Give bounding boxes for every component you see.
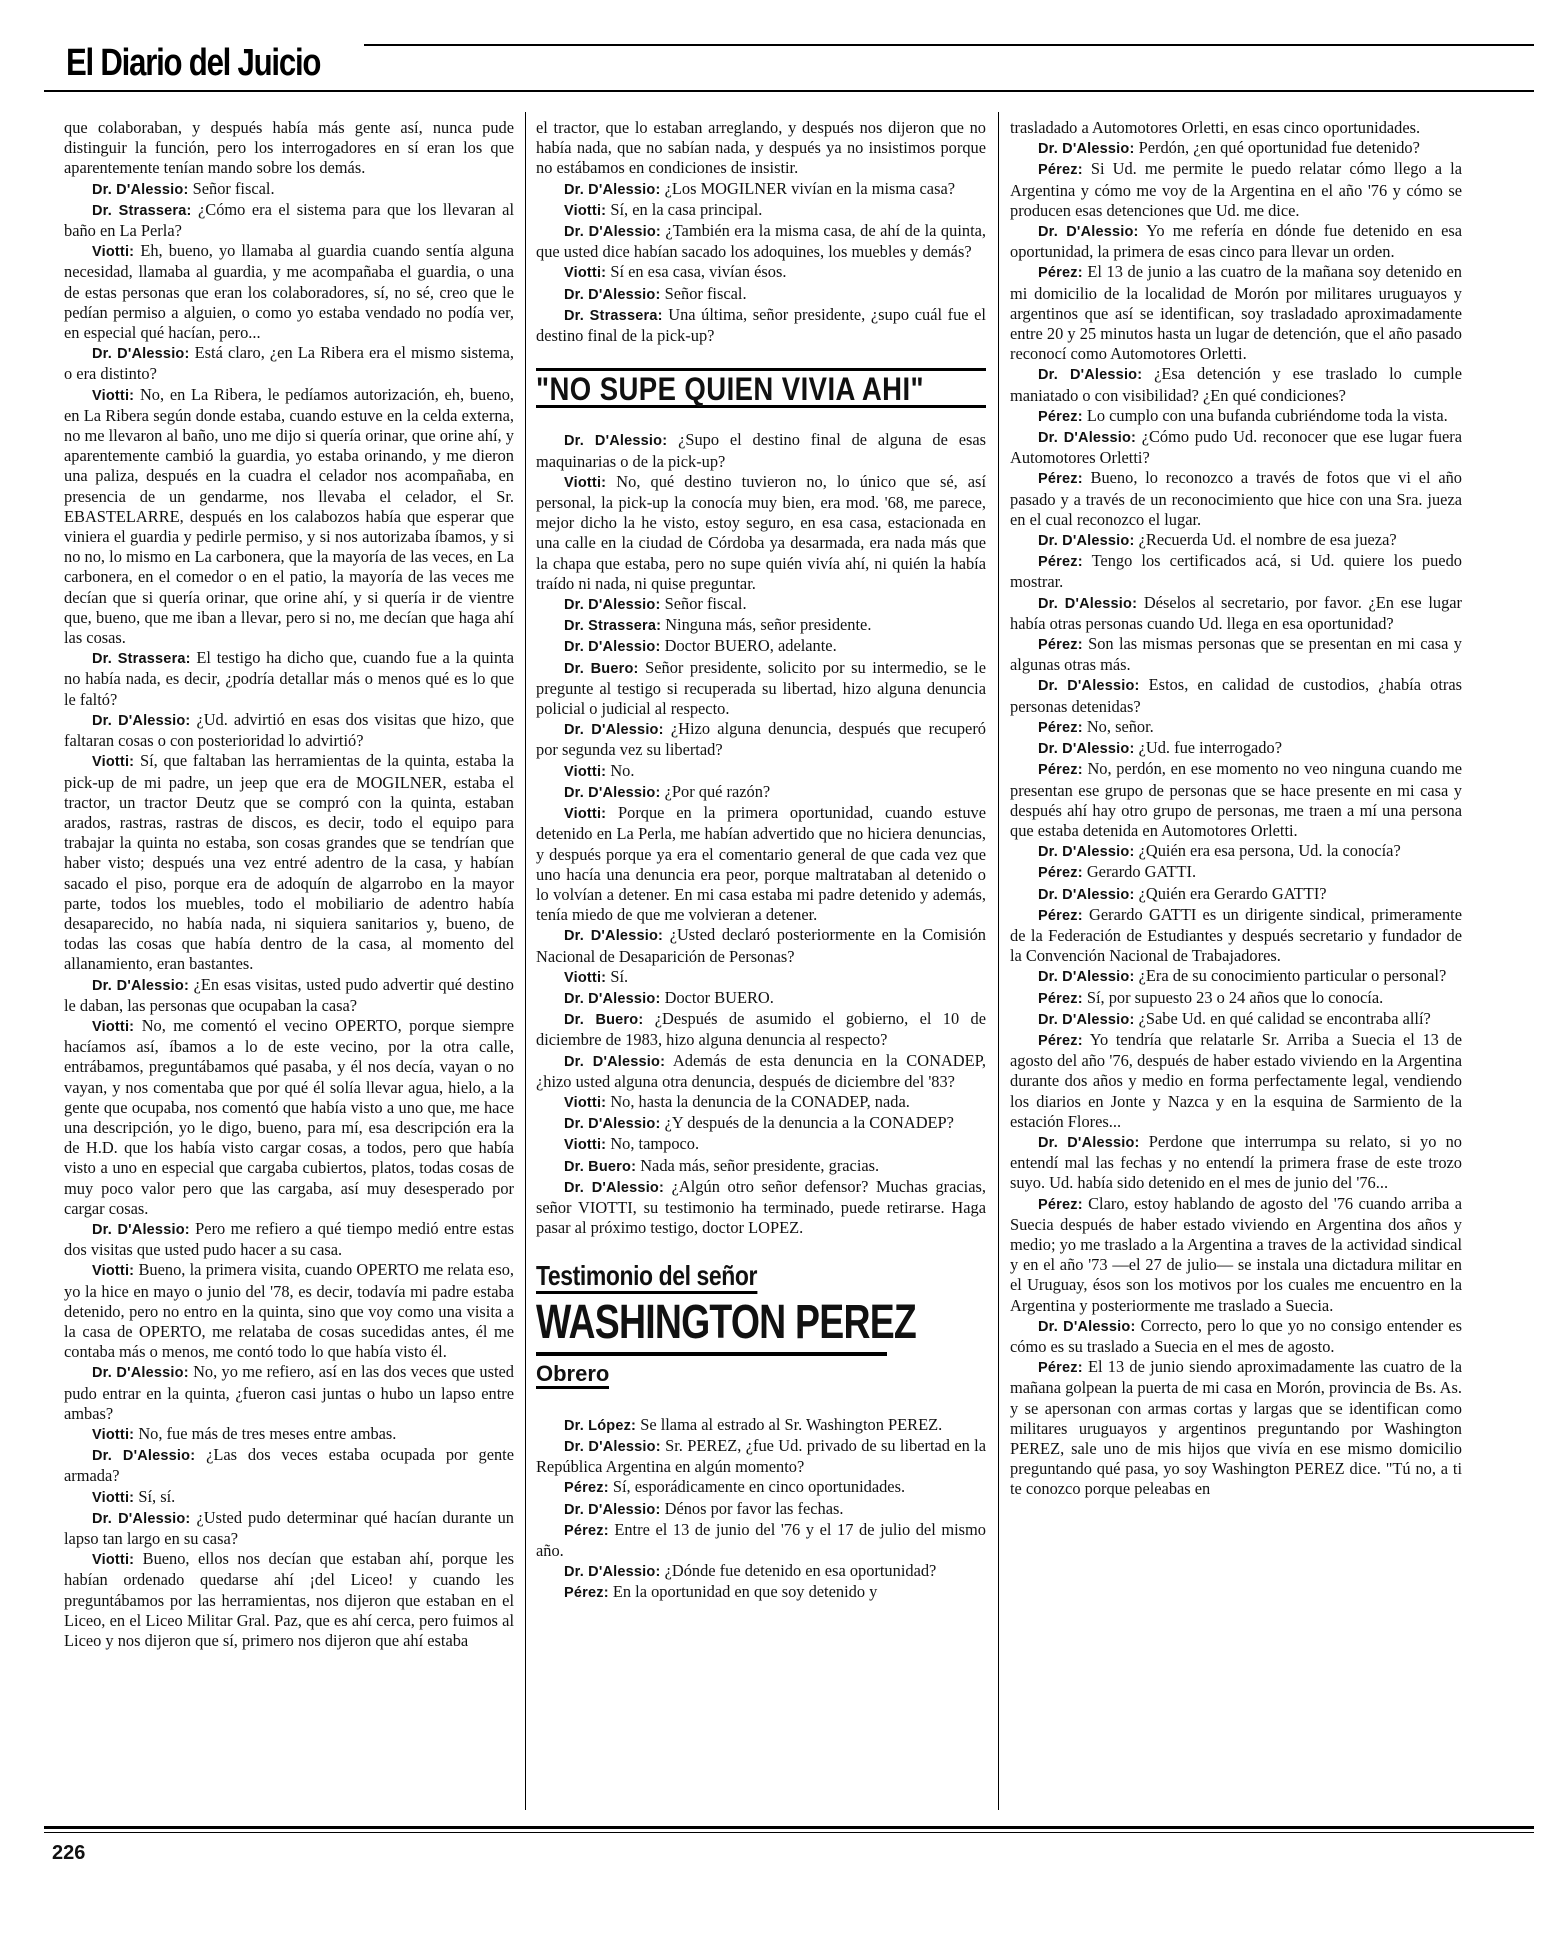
paragraph-text: Señor fiscal. xyxy=(664,594,747,614)
speaker-label: Dr. D'Alessio: xyxy=(1038,844,1135,861)
paragraph-text: ¿En esas visitas, usted pudo advertir qué destino le daban, las personas que ocupaban la casa? xyxy=(64,974,514,1015)
paragraph-text: Porque en la primera oportunidad, cuando estuve detenido en La Perla, me habían advertido que no hiciera denuncias, y después porque ya era el comentario general de que cada vez que uno hacía una denuncia era peor, porque maltrataban al detenido o lo volvían a detener. En mi casa estaba mi padre detenido y además, tenía miedo de que me volvieran a detener. xyxy=(536,803,986,925)
transcript-paragraph xyxy=(64,1362,514,1424)
transcript-paragraph xyxy=(536,636,986,657)
transcript-paragraph xyxy=(536,118,986,179)
transcript-paragraph xyxy=(64,343,514,384)
transcript-paragraph xyxy=(536,1436,986,1477)
transcript-paragraph xyxy=(64,1260,514,1362)
speaker-label: Pérez: xyxy=(1038,1032,1083,1049)
speaker-label: Dr. D'Alessio: xyxy=(564,224,661,241)
speaker-label: Dr. D'Alessio: xyxy=(564,1564,661,1581)
column-3 xyxy=(1010,118,1462,1500)
transcript-paragraph xyxy=(1010,1194,1462,1316)
paragraph-text: el tractor, que lo estaban arreglando, y después nos dijeron que no había nada, que no sabían nada, y después ya no insistimos porque no estábamos en condiciones de insistir. xyxy=(536,118,986,178)
speaker-label: Viotti: xyxy=(92,1263,135,1280)
paragraph-text: ¿Usted declaró posteriormente en la Comisión Nacional de Desaparición de Personas? xyxy=(536,925,986,966)
masthead-top-rule xyxy=(364,44,1534,46)
speaker-label: Dr. D'Alessio: xyxy=(1038,886,1135,903)
transcript-paragraph xyxy=(536,803,986,925)
column-1 xyxy=(64,118,514,1651)
speaker-label: Dr. D'Alessio: xyxy=(1038,367,1143,384)
paragraph-text: Sí, sí. xyxy=(138,1486,176,1506)
transcript-paragraph xyxy=(536,1156,986,1177)
paragraph-text: Sí, que faltaban las herramientas de la quinta, estaba la pick-up de mi padre, un jeep que era de MOGILNER, estaba el tractor, un tractor Deutz que se compró con la quinta, estaban arados, rastras, rastras de discos, es decir, todo el equipo para trabajar la quinta no estaba, son cosas grandes que se tendrían que haber visto; después una vez entré adentro de la casa, y habían sacado el piso, porque era de adoquín de algarrobo en la mayor parte, todos los muebles, todo el mobiliario de adentro había desaparecido, no había nada, ni siquiera sanitarios y, bueno, de todas las cosas que había dentro de la casa, al momento del allanamiento, eran bastantes. xyxy=(64,751,514,974)
paragraph-text: Ninguna más, señor presidente. xyxy=(665,615,872,635)
speaker-label: Pérez: xyxy=(1038,762,1083,779)
transcript-paragraph xyxy=(1010,988,1462,1009)
transcript-paragraph xyxy=(64,1016,514,1219)
speaker-label: Dr. D'Alessio: xyxy=(564,1179,665,1196)
speaker-label: Pérez: xyxy=(1038,1360,1083,1377)
transcript-paragraph xyxy=(536,1092,986,1113)
paragraph-text: Yo me refería en dónde fue detenido en esa oportunidad, la primera de esas cinco para llevar un orden. xyxy=(1010,221,1462,262)
speaker-label: Dr. D'Alessio: xyxy=(92,712,191,729)
witness-occupation: Obrero xyxy=(536,1364,609,1389)
paragraph-text: Entre el 13 de junio del '76 y el 17 de julio del mismo año. xyxy=(536,1519,986,1560)
section-headline-box xyxy=(536,368,986,408)
transcript-paragraph xyxy=(64,179,514,200)
paragraph-text: ¿Algún otro señor defensor? Muchas gracias, señor VIOTTI, su testimonio ha terminado, puede retirarse. Haga pasar al próximo testigo, doctor LOPEZ. xyxy=(536,1176,986,1238)
masthead xyxy=(44,34,1534,94)
paragraph-text: Déselos al secretario, por favor. ¿En ese lugar había otras personas cuando Ud. llega en esa oportunidad? xyxy=(1010,592,1462,633)
transcript-paragraph xyxy=(64,975,514,1016)
paragraph-text: Si Ud. me permite le puedo relatar cómo llego a la Argentina y cómo me voy de la Argentina en el año '76 y cómo se producen esas detenciones que Ud. me dice. xyxy=(1010,159,1462,220)
transcript-paragraph xyxy=(536,761,986,782)
paragraph-text: Dénos por favor las fechas. xyxy=(664,1498,844,1518)
paragraph-text: Se llama al estrado al Sr. Washington PEREZ. xyxy=(640,1414,943,1434)
transcript-paragraph xyxy=(1010,118,1462,138)
transcript-paragraph xyxy=(1010,675,1462,716)
speaker-label: Dr. D'Alessio: xyxy=(92,1510,191,1527)
paragraph-text: Una última, señor presidente, ¿supo cuál fue el destino final de la pick-up? xyxy=(536,304,986,346)
transcript-paragraph xyxy=(536,262,986,283)
transcript-paragraph xyxy=(1010,884,1462,905)
paragraph-text: Sí, en la casa principal. xyxy=(610,199,763,219)
paragraph-text: Perdone que interrumpa su relato, si yo no entendí mal las fechas y no entendí la primera frase de este trozo suyo. Ud. había sido detenido en el mes de junio del '76... xyxy=(1010,1131,1462,1193)
speaker-label: Pérez: xyxy=(1038,162,1083,179)
paragraph-text: ¿Después de asumido el gobierno, el 10 de diciembre de 1983, hizo alguna denuncia al respecto? xyxy=(536,1009,987,1050)
transcript-paragraph xyxy=(1010,427,1462,468)
speaker-label: Viotti: xyxy=(564,202,607,219)
speaker-label: Pérez: xyxy=(564,1585,609,1602)
speaker-label: Dr. D'Alessio: xyxy=(92,181,189,198)
paragraph-text: Señor presidente, solicito por su intermedio, se le pregunte al testigo si recuperada su libertad, hizo alguna denuncia policial o judicial al respecto. xyxy=(536,657,986,719)
paragraph-text: ¿Cómo pudo Ud. reconocer que ese lugar fuera Automotores Orletti? xyxy=(1010,427,1462,468)
transcript-paragraph xyxy=(1010,1009,1462,1030)
transcript-paragraph xyxy=(1010,1316,1462,1357)
paragraph-text: El 13 de junio siendo aproximadamente las cuatro de la mañana golpean la puerta de mi casa en Morón, provincia de Bs. As. y se apersonan con armas cortas y largas que se identifican como militares uruguayos y argentinos preguntando por Washington PEREZ, sale uno de mis hijos que vivía en ese mismo domicilio preguntando qué pasa, yo soy Washington PEREZ dice. "Tú no, a ti te conozco porque peleabas en xyxy=(1010,1357,1462,1499)
column-2-bottom-text xyxy=(536,1415,986,1604)
speaker-label: Dr. Strassera: xyxy=(92,202,192,219)
speaker-label: Dr. D'Alessio: xyxy=(1038,969,1135,986)
paragraph-text: Sí en esa casa, vivían ésos. xyxy=(610,262,787,282)
speaker-label: Dr. D'Alessio: xyxy=(1038,1011,1135,1028)
speaker-label: Dr. D'Alessio: xyxy=(564,639,661,656)
transcript-paragraph xyxy=(536,1520,986,1561)
paragraph-text: Sí, por supuesto 23 o 24 años que lo conocía. xyxy=(1086,987,1384,1007)
speaker-label: Viotti: xyxy=(564,806,607,823)
transcript-paragraph xyxy=(536,221,986,262)
paragraph-text: No, me comentó el vecino OPERTO, porque siempre hacíamos así, íbamos a lo de este vecino, por la otra calle, entrábamos, preguntábamos qué pasaba, y él nos decía, vayan o no vayan, y nos comentaba que por qué él solía llevar agua, hielo, a la gente que ocupaba, nos comentó que había visto a uno que, me hace una descripción, yo le digo, bueno, para mí, esa descripción era la de H.D. que los había visto cargar cosas, a todos, pero que había visto a uno en especial que cargaba cubiertos, platos, todas cosas de muy poco valor pero que las cargaba, así muy desesperado por cargar cosas. xyxy=(64,1015,514,1218)
speaker-label: Viotti: xyxy=(92,1018,135,1035)
speaker-label: Pérez: xyxy=(564,1480,609,1497)
paragraph-text: Estos, en calidad de custodios, ¿había otras personas detenidas? xyxy=(1010,675,1462,716)
speaker-label: Pérez: xyxy=(1038,554,1083,571)
column-divider xyxy=(525,112,526,1810)
transcript-paragraph xyxy=(536,967,986,988)
transcript-paragraph xyxy=(536,472,986,594)
transcript-paragraph xyxy=(64,385,514,649)
paragraph-text: No. xyxy=(610,760,635,780)
speaker-label: Dr. López: xyxy=(564,1417,637,1434)
transcript-paragraph xyxy=(1010,862,1462,883)
speaker-label: Dr. D'Alessio: xyxy=(564,286,661,303)
paragraph-text: Sí. xyxy=(610,966,629,986)
transcript-paragraph xyxy=(536,1009,986,1050)
paragraph-text: que colaboraban, y después había más gente así, nunca pude distinguir la función, pero los interrogadores en sí eran los que aparentemente tenían mando sobre los demás. xyxy=(64,118,514,178)
transcript-paragraph xyxy=(536,782,986,803)
speaker-label: Pérez: xyxy=(1038,990,1083,1007)
footer-rule-thin xyxy=(44,1832,1534,1833)
transcript-paragraph xyxy=(1010,364,1462,405)
column-2-middle-text xyxy=(536,430,986,1238)
speaker-label: Dr. D'Alessio: xyxy=(1038,1318,1136,1335)
speaker-label: Dr. D'Alessio: xyxy=(564,1438,661,1455)
paragraph-text: ¿Ud. fue interrogado? xyxy=(1138,738,1282,758)
transcript-paragraph xyxy=(536,1499,986,1520)
transcript-paragraph xyxy=(536,1113,986,1134)
transcript-paragraph xyxy=(1010,593,1462,634)
transcript-paragraph xyxy=(536,200,986,221)
publication-title: El Diario del Juicio xyxy=(66,42,321,84)
transcript-paragraph xyxy=(1010,905,1462,967)
column-divider xyxy=(998,112,999,1810)
page-number: 226 xyxy=(52,1842,86,1864)
speaker-label: Dr. Strassera: xyxy=(564,307,663,324)
paragraph-text: Doctor BUERO. xyxy=(664,987,774,1007)
paragraph-text: Nada más, señor presidente, gracias. xyxy=(640,1155,880,1175)
speaker-label: Dr. D'Alessio: xyxy=(92,1365,189,1382)
speaker-label: Dr. D'Alessio: xyxy=(92,346,190,363)
speaker-label: Dr. D'Alessio: xyxy=(564,597,661,614)
speaker-label: Viotti: xyxy=(564,1137,607,1154)
paragraph-text: Señor fiscal. xyxy=(664,283,747,303)
speaker-label: Dr. D'Alessio: xyxy=(1038,595,1138,612)
transcript-paragraph xyxy=(1010,966,1462,987)
speaker-label: Viotti: xyxy=(92,244,135,261)
transcript-paragraph xyxy=(64,118,514,179)
speaker-label: Viotti: xyxy=(92,387,135,404)
transcript-paragraph xyxy=(1010,530,1462,551)
paragraph-text: ¿Hizo alguna denuncia, después que recuperó por segunda vez su libertad? xyxy=(536,719,986,760)
paragraph-text: Sr. PEREZ, ¿fue Ud. privado de su libertad en la República Argentina en algún momento? xyxy=(536,1435,986,1477)
paragraph-text: ¿Era de su conocimiento particular o personal? xyxy=(1138,966,1447,986)
transcript-paragraph xyxy=(536,1415,986,1436)
paragraph-text: ¿Supo el destino final de alguna de esas maquinarias o de la pick-up? xyxy=(536,430,987,471)
paragraph-text: No, hasta la denuncia de la CONADEP, nada. xyxy=(610,1091,910,1111)
speaker-label: Pérez: xyxy=(1038,265,1083,282)
transcript-paragraph xyxy=(64,1487,514,1508)
transcript-paragraph xyxy=(1010,468,1462,530)
paragraph-text: No, en La Ribera, le pedíamos autorización, eh, bueno, en La Ribera según donde estaba, cuando estuve en la celda externa, no me llevaron al baño, uno me dijo si quería orinar, que orine ahí, y aparentemente cambió la guardia, yo estaba orinando, y me dieron una paliza, después en la cuadra el celador nos acompañaba, en presencia de un gendarme, nos llevaba el celador, el Sr. EBASTELARRE, después en los calabozos había que esperar que viniera el guardia y pedirle permiso, y si nos autorizaba íbamos, y si no no, lo mismo en La carbonera, que la mayoría de las veces, en La carbonera, en el comedor o en el patio, la mayoría de las veces me decían que si quería orinar, que orine ahí, y si quería ir de vientre que, bueno, que me iban a llevar, pero si no, me decían que haga ahí las cosas. xyxy=(64,384,514,648)
speaker-label: Dr. D'Alessio: xyxy=(1038,741,1135,758)
speaker-label: Dr. D'Alessio: xyxy=(1038,678,1140,695)
speaker-label: Viotti: xyxy=(564,1094,607,1111)
transcript-paragraph xyxy=(536,305,986,346)
speaker-label: Pérez: xyxy=(1038,637,1083,654)
paragraph-text: ¿Dónde fue detenido en esa oportunidad? xyxy=(664,1561,937,1581)
paragraph-text: Tengo los certificados acá, si Ud. quiere los puedo mostrar. xyxy=(1010,551,1462,592)
paragraph-text: Gerardo GATTI. xyxy=(1086,862,1197,882)
speaker-label: Dr. Buero: xyxy=(564,1012,644,1029)
transcript-paragraph xyxy=(64,1549,514,1651)
transcript-paragraph xyxy=(536,430,986,471)
paragraph-text: ¿Quién era esa persona, Ud. la conocía? xyxy=(1138,841,1401,861)
transcript-paragraph xyxy=(64,1424,514,1445)
transcript-paragraph xyxy=(1010,1357,1462,1499)
speaker-label: Viotti: xyxy=(92,1427,135,1443)
transcript-paragraph xyxy=(64,1508,514,1549)
paragraph-text: ¿Recuerda Ud. el nombre de esa jueza? xyxy=(1138,530,1397,550)
paragraph-text: ¿Usted pudo determinar qué hacían durante un lapso tan largo en su casa? xyxy=(64,1507,515,1549)
paragraph-text: Señor fiscal. xyxy=(192,178,275,198)
paragraph-text: Está claro, ¿en La Ribera era el mismo sistema, o era distinto? xyxy=(64,343,514,384)
speaker-label: Dr. D'Alessio: xyxy=(564,1116,661,1133)
transcript-paragraph xyxy=(1010,1132,1462,1194)
speaker-label: Pérez: xyxy=(1038,408,1083,425)
speaker-label: Pérez: xyxy=(1038,719,1083,736)
speaker-label: Dr. D'Alessio: xyxy=(564,928,664,945)
paragraph-text: No, fue más de tres meses entre ambas. xyxy=(138,1424,397,1443)
transcript-paragraph xyxy=(536,1582,986,1603)
paragraph-text: Bueno, la primera visita, cuando OPERTO me relata eso, yo la hice en mayo o junio del '78, es decir, todavía mi padre estaba detenido, pero no entro en la quinta, sino que voy como una visita a la casa de OPERTO, me relataba de cosas sucedidas antes, él me contaba más o menos, me contó todo lo que había visto él. xyxy=(64,1260,514,1362)
transcript-paragraph xyxy=(1010,551,1462,592)
paragraph-text: ¿Las dos veces estaba ocupada por gente armada? xyxy=(64,1445,514,1486)
paragraph-text: En la oportunidad en que soy detenido y xyxy=(612,1582,878,1602)
paragraph-text: ¿Los MOGILNER vivían en la misma casa? xyxy=(664,178,956,198)
speaker-label: Dr. D'Alessio: xyxy=(92,1221,190,1238)
speaker-label: Viotti: xyxy=(564,763,607,780)
testimony-heading xyxy=(536,1260,986,1388)
speaker-label: Dr. D'Alessio: xyxy=(564,1053,666,1070)
paragraph-text: No, qué destino tuvieron no, lo único que sé, así personal, la pick-up la conocía muy bien, era mod. '68, me parece, mejor dicho la he visto, estoy seguro, en esa casa, estacionada en una calle en la ciudad de Córdoba ya desarmada, era nada más que la chapa que estaba, pero no supe quién vivía ahí, ni quién la había traído ni nada, ni quise preguntar. xyxy=(536,471,986,593)
transcript-paragraph xyxy=(1010,841,1462,862)
speaker-label: Viotti: xyxy=(92,1489,135,1506)
transcript-paragraph xyxy=(1010,138,1462,159)
speaker-label: Dr. Buero: xyxy=(564,660,639,677)
paragraph-text: Son las mismas personas que se presentan en mi casa y algunas otras más. xyxy=(1010,634,1462,675)
speaker-label: Dr. D'Alessio: xyxy=(1038,141,1135,158)
speaker-label: Dr. D'Alessio: xyxy=(1038,533,1135,550)
speaker-label: Viotti: xyxy=(564,474,607,491)
paragraph-text: Pero me refiero a qué tiempo medió entre estas dos visitas que usted pudo hacer a su casa. xyxy=(64,1218,514,1260)
paragraph-text: El 13 de junio a las cuatro de la mañana soy detenido en mi domicilio de la localidad de Morón por militares uruguayos y argentinos que así se identifican, soy trasladado aproximadamente entre 20 y 25 minutos hasta un lugar de detención, que el año pasado reconocí como Automotores Orletti. xyxy=(1010,262,1462,364)
speaker-label: Dr. Buero: xyxy=(564,1158,637,1175)
speaker-label: Pérez: xyxy=(1038,907,1083,924)
transcript-paragraph xyxy=(536,1134,986,1155)
speaker-label: Dr. D'Alessio: xyxy=(564,433,668,450)
transcript-paragraph xyxy=(64,648,514,710)
transcript-paragraph xyxy=(1010,406,1462,427)
column-2-top-text xyxy=(536,118,986,346)
paragraph-text: ¿Por qué razón? xyxy=(664,781,771,801)
transcript-paragraph xyxy=(536,1051,986,1092)
paragraph-text: ¿Cómo era el sistema para que los llevaran al baño en La Perla? xyxy=(64,199,514,241)
speaker-label: Dr. D'Alessio: xyxy=(564,1501,661,1518)
transcript-paragraph xyxy=(1010,738,1462,759)
speaker-label: Dr. D'Alessio: xyxy=(1038,1134,1140,1151)
paragraph-text: trasladado a Automotores Orletti, en esas cinco oportunidades. xyxy=(1010,118,1421,137)
paragraph-text: ¿También era la misma casa, de ahí de la quinta, que usted dice habían sacado los adoquines, los muebles y demás? xyxy=(536,221,986,262)
speaker-label: Viotti: xyxy=(92,754,135,771)
paragraph-text: ¿Y después de la denuncia a la CONADEP? xyxy=(664,1113,954,1133)
speaker-label: Pérez: xyxy=(1038,865,1083,882)
testimony-kicker: Testimonio del señor xyxy=(536,1266,757,1293)
speaker-label: Viotti: xyxy=(92,1552,135,1569)
speaker-label: Dr. Strassera: xyxy=(564,618,662,635)
speaker-label: Dr. D'Alessio: xyxy=(564,722,664,739)
transcript-paragraph xyxy=(536,1177,986,1239)
column-2 xyxy=(536,118,986,1604)
speaker-label: Dr. D'Alessio: xyxy=(1038,224,1139,241)
transcript-paragraph xyxy=(64,1219,514,1260)
transcript-paragraph xyxy=(1010,759,1462,841)
speaker-label: Dr. D'Alessio: xyxy=(92,1448,196,1465)
witness-name: WASHINGTON PEREZ xyxy=(536,1294,887,1356)
transcript-paragraph xyxy=(64,200,514,241)
paragraph-text: No, señor. xyxy=(1086,716,1154,736)
paragraph-text: Claro, estoy hablando de agosto del '76 cuando arriba a Suecia después de haber estado viviendo en Argentina dos años y medio; yo me traslado a la Argentina a traves de la actividad sindical y en el año '73 —el 27 de julio— se instala una dictadura militar en el Uruguay, ésos son los motivos por los cuales me encuentro en la Argentina y posteriormente me traslado a Suecia. xyxy=(1010,1193,1462,1315)
speaker-label: Dr. D'Alessio: xyxy=(564,181,661,198)
paragraph-text: Lo cumplo con una bufanda cubriéndome toda la vista. xyxy=(1086,405,1448,425)
footer-rule xyxy=(44,1826,1534,1829)
speaker-label: Pérez: xyxy=(564,1522,609,1539)
transcript-paragraph xyxy=(1010,1030,1462,1132)
speaker-label: Dr. D'Alessio: xyxy=(564,784,661,801)
transcript-paragraph xyxy=(536,594,986,615)
transcript-paragraph xyxy=(536,284,986,305)
paragraph-text: ¿Quién era Gerardo GATTI? xyxy=(1138,883,1327,903)
transcript-paragraph xyxy=(1010,221,1462,262)
paragraph-text: Bueno, ellos nos decían que estaban ahí, porque les habían ordenado quedarse ahí ¡del Liceo! y cuando les preguntábamos por las herramientas, nos dijeron que estaban en el Liceo, en el Liceo Militar Gral. Paz, que es ahí cerca, pero fuimos al Liceo y nos dijeron que sí, primero nos dijeron que ahí estaba xyxy=(64,1549,514,1651)
speaker-label: Dr. Strassera: xyxy=(92,651,191,668)
speaker-label: Viotti: xyxy=(564,265,607,282)
speaker-label: Pérez: xyxy=(1038,1196,1083,1213)
transcript-paragraph xyxy=(1010,159,1462,221)
transcript-paragraph xyxy=(536,988,986,1009)
speaker-label: Dr. D'Alessio: xyxy=(564,990,661,1007)
paragraph-text: Yo tendría que relatarle Sr. Arriba a Suecia el 13 de agosto del año '76, después de haber estado viviendo en la Argentina durante dos años y medio en forma perfectamente legal, vendiendo los diarios en Jonte y Nazca y en la esquina de Sarmiento de la estación Flores... xyxy=(1010,1029,1462,1131)
speaker-label: Pérez: xyxy=(1038,471,1083,488)
transcript-paragraph xyxy=(536,1561,986,1582)
paragraph-text: Eh, bueno, yo llamaba al guardia cuando sentía alguna necesidad, llamaba al guardia, y me acompañaba el guardia, o una de estas personas que eran los colaboradores, sí, no sé, creo que le pedían permiso a alguien, o como yo estaba vendado no podía ver, en especial qué hacían, pero... xyxy=(64,241,514,343)
section-headline: "NO SUPE QUIEN VIVIA AHI" xyxy=(536,371,925,408)
paragraph-text: Además de esta denuncia en la CONADEP, ¿hizo usted alguna otra denuncia, después de diciembre del '83? xyxy=(536,1050,986,1091)
transcript-paragraph xyxy=(1010,262,1462,364)
transcript-paragraph xyxy=(64,1445,514,1486)
paragraph-text: ¿Ud. advirtió en esas dos visitas que hizo, que faltaran cosas o con posterioridad lo advirtió? xyxy=(64,709,514,751)
paragraph-text: Gerardo GATTI es un dirigente sindical, primeramente de la Federación de Estudiantes y después secretario y fundador de la Convención Nacional de Trabajadores. xyxy=(1010,904,1462,966)
transcript-paragraph xyxy=(64,751,514,974)
speaker-label: Dr. D'Alessio: xyxy=(92,977,190,994)
paragraph-text: ¿Esa detención y ese traslado lo cumple maniatado o con visibilidad? ¿En qué condiciones? xyxy=(1010,364,1462,405)
paragraph-text: Bueno, lo reconozco a través de fotos que vi el año pasado y a través de un reconocimiento que hice con una Sra. jueza en el cual reconozco el lugar. xyxy=(1010,468,1462,529)
paragraph-text: El testigo ha dicho que, cuando fue a la quinta no había nada, es decir, ¿podría detallar más o menos qué es lo que le faltó? xyxy=(64,648,514,709)
transcript-paragraph xyxy=(64,241,514,343)
transcript-paragraph xyxy=(536,615,986,636)
paragraph-text: ¿Sabe Ud. en qué calidad se encontraba allí? xyxy=(1138,1008,1431,1028)
transcript-paragraph xyxy=(536,925,986,966)
transcript-paragraph xyxy=(536,1477,986,1498)
paragraph-text: No, tampoco. xyxy=(610,1134,700,1154)
transcript-paragraph xyxy=(1010,634,1462,675)
transcript-paragraph xyxy=(536,179,986,200)
paragraph-text: Correcto, pero lo que yo no consigo entender es cómo es su traslado a Suecia en el mes de agosto. xyxy=(1010,1315,1462,1356)
paragraph-text: Doctor BUERO, adelante. xyxy=(664,636,837,656)
transcript-paragraph xyxy=(536,719,986,760)
transcript-paragraph xyxy=(1010,717,1462,738)
paragraph-text: No, yo me refiero, así en las dos veces que usted pudo entrar en la quinta, ¿fueron casi juntas o hubo un lapso entre ambas? xyxy=(64,1362,515,1423)
transcript-paragraph xyxy=(64,710,514,751)
masthead-bottom-rule xyxy=(44,90,1534,92)
transcript-paragraph xyxy=(536,658,986,720)
paragraph-text: Perdón, ¿en qué oportunidad fue detenido? xyxy=(1138,138,1420,158)
paragraph-text: No, perdón, en ese momento no veo ninguna cuando me presentan ese grupo de personas que se hace presente en mi casa y después ahí hay otro grupo de personas, me traen a mí una persona que estaba detenida en Automotores Orletti. xyxy=(1010,759,1462,840)
speaker-label: Dr. D'Alessio: xyxy=(1038,430,1137,447)
paragraph-text: Sí, esporádicamente en cinco oportunidades. xyxy=(612,1477,906,1497)
speaker-label: Viotti: xyxy=(564,969,607,986)
